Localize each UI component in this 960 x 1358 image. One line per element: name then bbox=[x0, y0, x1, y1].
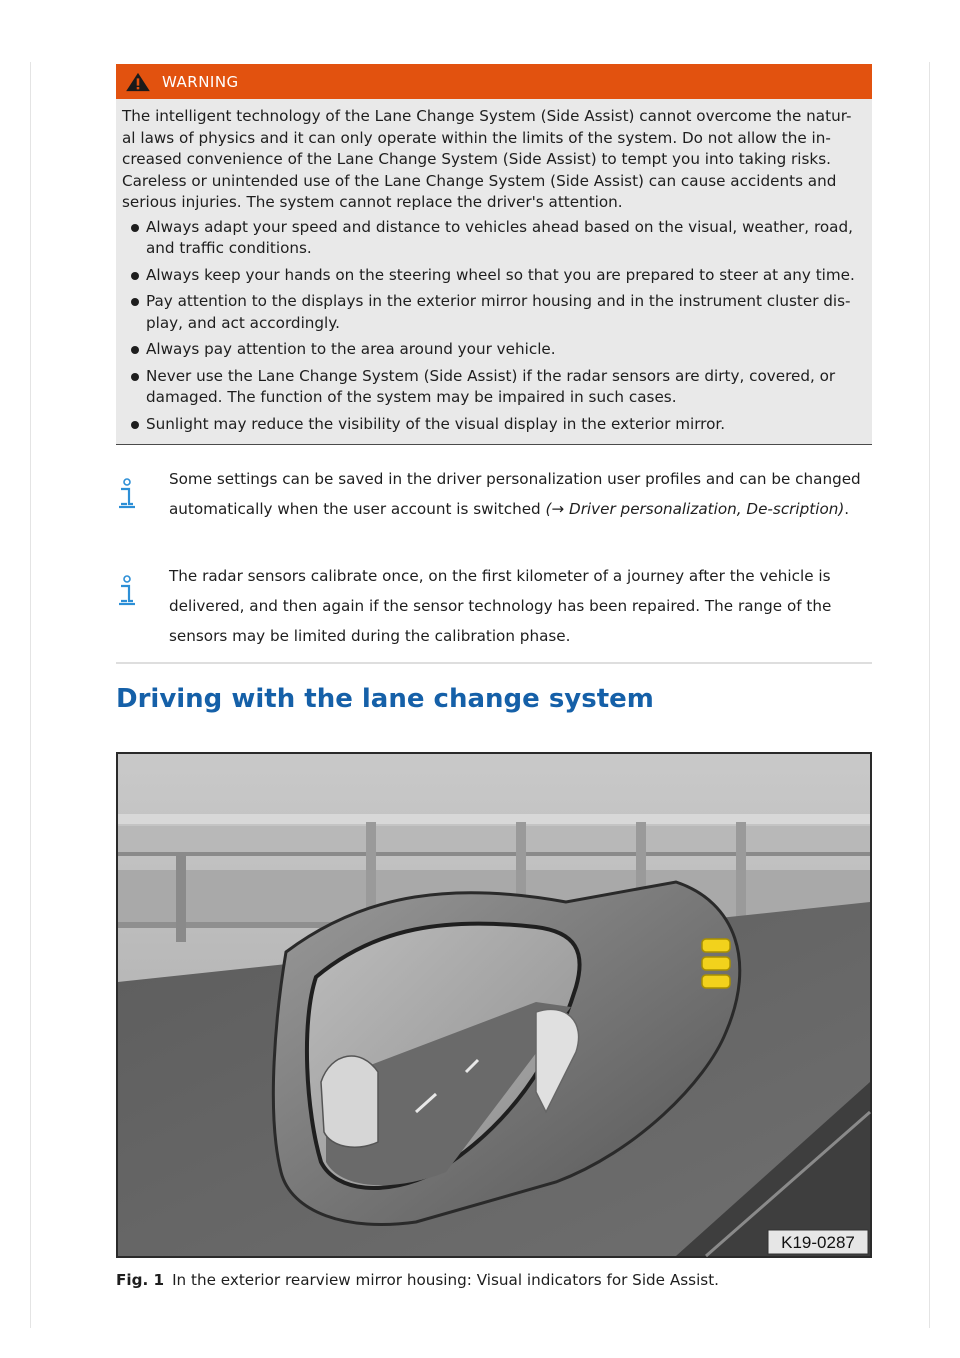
warning-intro: The intelligent technology of the Lane Change System (Side Assist) cannot overcome the natur-al laws of physics and it can only operate within the limits of the system. Do not allow the in-creased convenience of the Lane Change System (Side Assist) to tempt you into taking risks. Careless or unintended use of the Lane Change System (Side Assist) can cause accidents and serious injuries. The system cannot replace the driver's attention. bbox=[122, 107, 852, 211]
warning-bullet-text: Always keep your hands on the steering wheel so that you are prepared to steer at any time. bbox=[146, 265, 855, 284]
bullet-dot-icon bbox=[131, 373, 139, 381]
warning-body bbox=[116, 99, 872, 445]
section-title: Driving with the lane change system bbox=[116, 684, 654, 714]
bullet-dot-icon bbox=[131, 224, 139, 232]
warning-bullet-list bbox=[122, 217, 862, 436]
warning-bullet bbox=[122, 265, 862, 287]
cross-reference-link[interactable]: (→ Driver personalization, De-scription) bbox=[545, 500, 845, 518]
bullet-dot-icon bbox=[131, 421, 139, 429]
warning-bullet-text: Always adapt your speed and distance to vehicles ahead based on the visual, weather, road, and traffic conditions. bbox=[146, 217, 853, 257]
side-assist-indicator bbox=[702, 939, 730, 988]
bullet-dot-icon bbox=[131, 272, 139, 280]
warning-label: WARNING bbox=[162, 72, 239, 91]
warning-triangle-icon bbox=[124, 72, 152, 92]
info-note-text bbox=[152, 561, 876, 651]
info-note bbox=[116, 561, 876, 651]
info-note-text bbox=[152, 464, 876, 524]
note-body: The radar sensors calibrate once, on the first kilometer of a journey after the vehicle is delivered, and then again if the sensor technology has been repaired. The range of the sensors may be limited during the calibration phase. bbox=[169, 567, 832, 645]
bullet-dot-icon bbox=[131, 346, 139, 354]
section-divider bbox=[116, 662, 872, 664]
figure-caption-number: Fig. 1 bbox=[116, 1271, 165, 1289]
figure-caption bbox=[116, 1271, 719, 1289]
info-icon bbox=[116, 575, 138, 607]
warning-bullet-text: Sunlight may reduce the visibility of the visual display in the exterior mirror. bbox=[146, 414, 726, 433]
mirror-illustration bbox=[116, 752, 872, 1258]
warning-bullet-text: Pay attention to the displays in the exterior mirror housing and in the instrument cluster dis-play, and act accordingly. bbox=[146, 292, 851, 332]
note-tail: . bbox=[844, 500, 850, 518]
warning-header bbox=[116, 64, 872, 99]
figure-code-label: K19-0287 bbox=[781, 1233, 855, 1252]
info-icon bbox=[116, 478, 138, 510]
note-body: Some settings can be saved in the driver personalization user profiles and can be changed automatically when the user account is switched bbox=[169, 470, 861, 518]
warning-bullet bbox=[122, 414, 862, 436]
warning-bullet bbox=[122, 217, 862, 260]
warning-bullet-text: Always pay attention to the area around your vehicle. bbox=[146, 340, 556, 358]
warning-bullet bbox=[122, 366, 862, 409]
page-guide-left bbox=[30, 62, 31, 1328]
figure-caption-text: In the exterior rearview mirror housing: Visual indicators for Side Assist. bbox=[172, 1271, 719, 1289]
warning-bullet bbox=[122, 339, 862, 361]
info-note bbox=[116, 464, 876, 524]
warning-box bbox=[116, 64, 872, 445]
warning-bullet-text: Never use the Lane Change System (Side Assist) if the radar sensors are dirty, covered, or damaged. The function of the system may be impaired in such cases. bbox=[146, 366, 836, 406]
page-guide-right bbox=[929, 62, 930, 1328]
warning-bullet bbox=[122, 291, 862, 334]
figure-mirror-illustration bbox=[116, 752, 872, 1258]
bullet-dot-icon bbox=[131, 298, 139, 306]
